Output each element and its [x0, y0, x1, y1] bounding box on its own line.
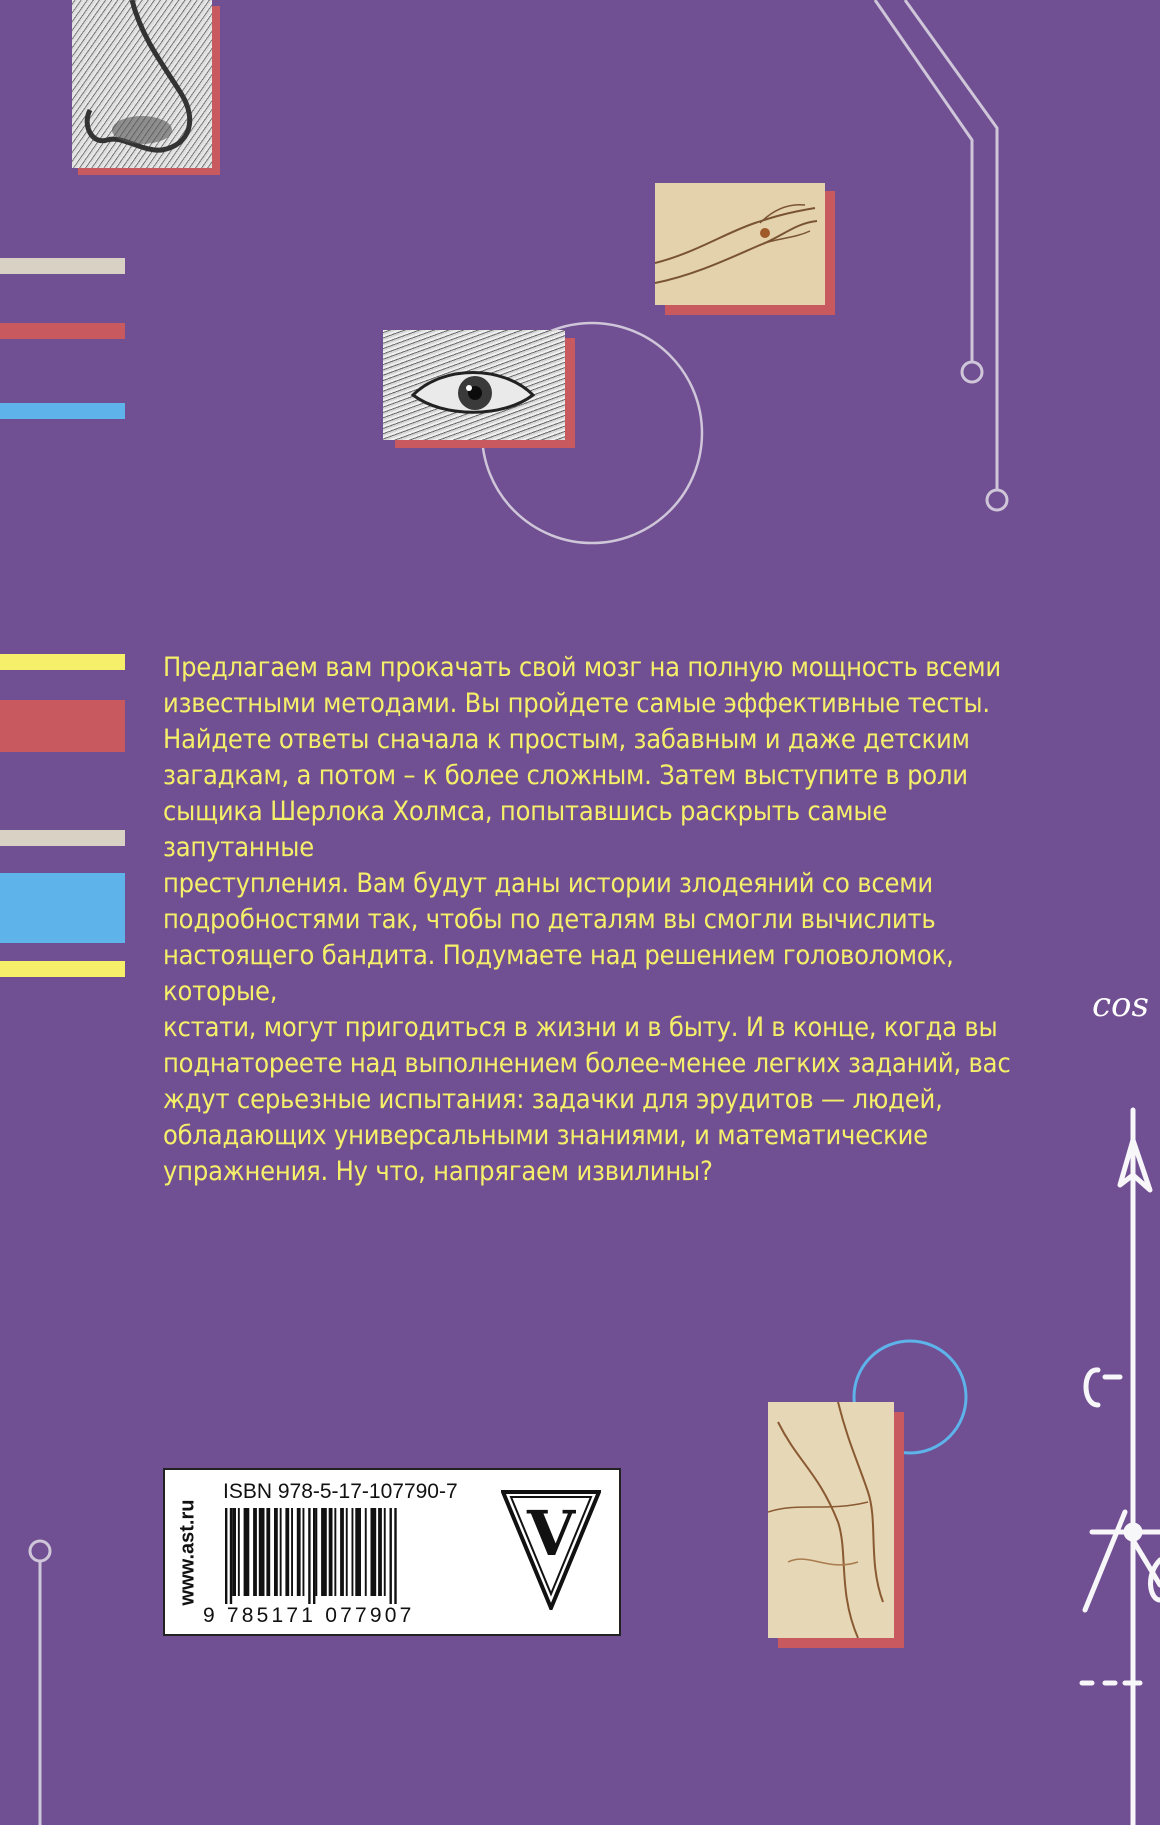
- publisher-logo-icon: [501, 1490, 601, 1610]
- description-line: упражнения. Ну что, напрягаем извилины?: [163, 1156, 713, 1187]
- description-line: настоящего бандита. Подумаете над решением головоломок, которые,: [163, 940, 954, 1007]
- barcode-bar: [232, 1508, 236, 1596]
- barcode-guard-bar: [390, 1508, 392, 1604]
- description-line: подробностями так, чтобы по деталям вы смогли вычислить: [163, 904, 936, 935]
- chalk-cos-text: cos: [1092, 985, 1149, 1025]
- barcode-bar: [329, 1508, 333, 1596]
- barcode-bar: [340, 1508, 344, 1596]
- publisher-logo-letter: V: [526, 1497, 576, 1570]
- description-line: ждут серьезные испытания: задачки для эрудитов — людей,: [163, 1084, 943, 1115]
- ean-number: 9 785171 077907: [203, 1604, 415, 1627]
- barcode-guard-bar: [230, 1508, 232, 1604]
- anatomy-sketch-image: [768, 1402, 904, 1648]
- barcode-bar: [365, 1508, 367, 1596]
- description-line: поднатореете над выполнением более-менее легких заданий, вас: [163, 1048, 1011, 1079]
- eye-engraving-image: [383, 330, 575, 448]
- barcode-guard-bar: [308, 1508, 310, 1604]
- barcode-guard-bar: [313, 1508, 315, 1604]
- barcode-label: [163, 1468, 621, 1636]
- barcode-bar: [297, 1508, 301, 1596]
- description-line: обладающих универсальными знаниями, и математические: [163, 1120, 928, 1151]
- barcode-bar: [303, 1508, 305, 1596]
- barcode-bar: [371, 1508, 377, 1596]
- barcode-bar: [259, 1508, 265, 1596]
- nose-engraving-image: [72, 0, 220, 175]
- barcode-bar: [244, 1508, 250, 1596]
- barcode-bar: [384, 1508, 386, 1596]
- description-line: Найдете ответы сначала к простым, забавным и даже детским: [163, 724, 970, 755]
- description-line: Предлагаем вам прокачать свой мозг на полную мощность всеми: [163, 652, 1001, 683]
- book-description: [163, 650, 1043, 1190]
- barcode-guard-bar: [394, 1508, 396, 1604]
- publisher-website: www.ast.ru: [176, 1499, 199, 1605]
- barcode-bars: [223, 1508, 485, 1604]
- isbn-number: ISBN 978-5-17-107790-7: [223, 1480, 458, 1503]
- barcode-bar: [291, 1508, 293, 1596]
- barcode-bar: [285, 1508, 289, 1596]
- barcode-bar: [238, 1508, 240, 1596]
- description-line: известными методами. Вы пройдете самые эффективные тесты.: [163, 688, 990, 719]
- barcode-bar: [346, 1508, 348, 1596]
- barcode-bar: [266, 1508, 270, 1596]
- barcode-bar: [253, 1508, 257, 1596]
- barcode-bar: [321, 1508, 327, 1596]
- barcode-bar: [334, 1508, 336, 1596]
- barcode-bar: [378, 1508, 382, 1596]
- description-line: преступления. Вам будут даны истории злодеяний со всеми: [163, 868, 933, 899]
- barcode-bar: [274, 1508, 278, 1596]
- description-line: сыщика Шерлока Холмса, попытавшись раскрыть самые запутанные: [163, 796, 888, 863]
- barcode-bar: [352, 1508, 354, 1596]
- description-line: загадкам, а потом – к более сложным. Затем выступите в роли: [163, 760, 968, 791]
- description-line: кстати, могут пригодиться в жизни и в быту. И в конце, когда вы: [163, 1012, 998, 1043]
- barcode-guard-bar: [225, 1508, 227, 1604]
- barcode-bar: [280, 1508, 282, 1596]
- arm-sketch-image: [655, 183, 835, 315]
- barcode-bar: [355, 1508, 361, 1596]
- barcode-bar: [315, 1508, 317, 1596]
